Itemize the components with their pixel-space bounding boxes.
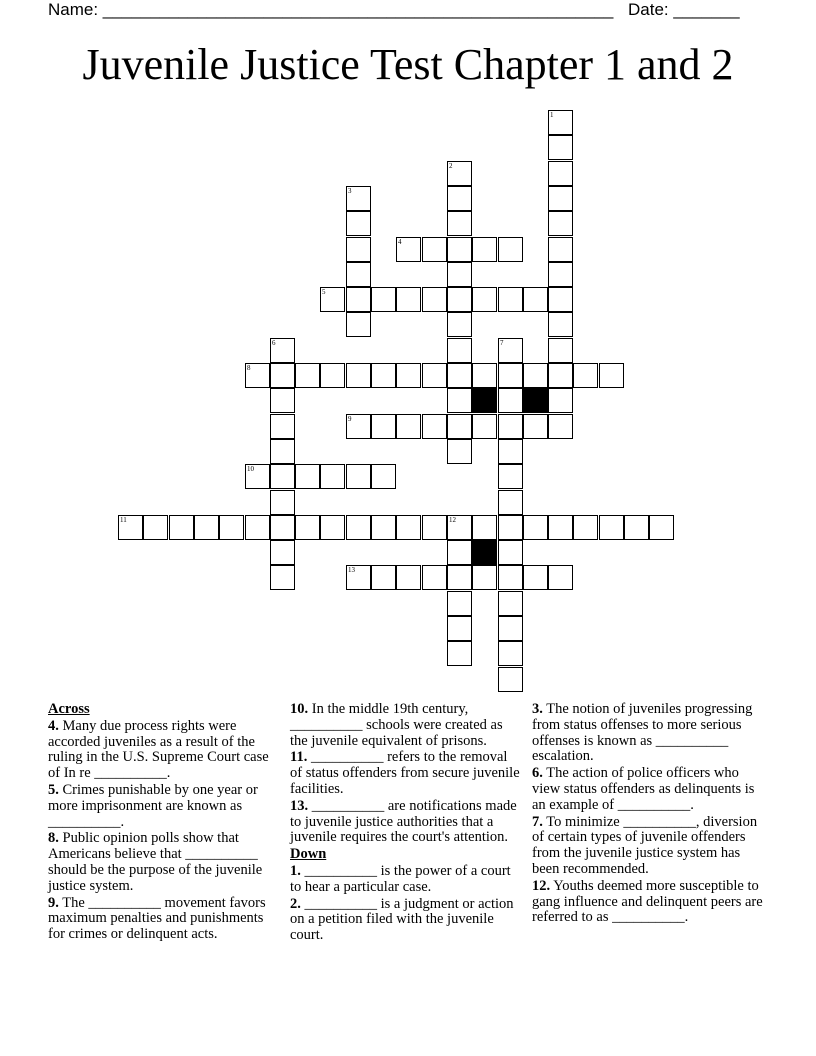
- crossword-cell[interactable]: [573, 515, 598, 540]
- crossword-cell[interactable]: [346, 464, 371, 489]
- crossword-cell[interactable]: [472, 414, 497, 439]
- across-heading: Across: [48, 701, 90, 717]
- crossword-clue-number: 10: [247, 465, 254, 473]
- crossword-cell[interactable]: [548, 515, 573, 540]
- down-heading: Down: [290, 846, 327, 863]
- crossword-cell[interactable]: [295, 363, 320, 388]
- crossword-cell[interactable]: [447, 540, 472, 565]
- clue-down-2: 2. __________ is a judgment or action on a petition filed with the juvenile court.: [290, 895, 514, 944]
- crossword-clue-number: 6: [272, 339, 276, 347]
- clue-down-7: 7. To minimize __________, diversion of certain types of juvenile offenders from the juvenile justice system has been recommended.: [532, 813, 758, 877]
- crossword-cell[interactable]: [498, 464, 523, 489]
- crossword-cell[interactable]: [523, 414, 548, 439]
- crossword-cell[interactable]: [422, 287, 447, 312]
- crossword-cell[interactable]: [422, 363, 447, 388]
- crossword-cell[interactable]: [498, 439, 523, 464]
- crossword-cell[interactable]: [320, 464, 345, 489]
- clue-across-5: 5. Crimes punishable by one year or more imprisonment are known as __________.: [48, 781, 258, 830]
- crossword-cell[interactable]: [472, 565, 497, 590]
- crossword-cell[interactable]: [548, 338, 573, 363]
- crossword-cell[interactable]: [548, 414, 573, 439]
- crossword-cell[interactable]: [346, 312, 371, 337]
- crossword-cell[interactable]: [371, 515, 396, 540]
- clue-column-2: [290, 702, 522, 945]
- clue-across-8: 8. Public opinion polls show that Americans believe that __________ should be the purpose of the juvenile justice system.: [48, 830, 263, 894]
- crossword-cell[interactable]: [548, 211, 573, 236]
- date-field-label: Date: _______: [628, 0, 740, 19]
- crossword-cell[interactable]: [523, 287, 548, 312]
- crossword-cell[interactable]: [624, 515, 649, 540]
- crossword-cell[interactable]: [548, 110, 573, 135]
- crossword-cell[interactable]: [573, 363, 598, 388]
- crossword-cell[interactable]: [320, 287, 345, 312]
- crossword-cell[interactable]: [548, 312, 573, 337]
- crossword-cell[interactable]: [498, 363, 523, 388]
- crossword-cell[interactable]: [396, 565, 421, 590]
- crossword-cell[interactable]: [346, 363, 371, 388]
- crossword-cell[interactable]: [498, 338, 523, 363]
- crossword-cell[interactable]: [346, 287, 371, 312]
- clues-section: [48, 702, 778, 962]
- crossword-cell[interactable]: [346, 414, 371, 439]
- crossword-cell[interactable]: [346, 186, 371, 211]
- crossword-cell[interactable]: [371, 464, 396, 489]
- crossword-cell[interactable]: [447, 312, 472, 337]
- page-title: Juvenile Justice Test Chapter 1 and 2: [82, 40, 734, 89]
- crossword-cell[interactable]: [472, 237, 497, 262]
- crossword-cell[interactable]: [548, 262, 573, 287]
- crossword-cell[interactable]: [270, 464, 295, 489]
- crossword-cell[interactable]: [396, 515, 421, 540]
- crossword-black-cell: [472, 388, 497, 413]
- crossword-clue-number: 2: [449, 162, 453, 170]
- crossword-cell[interactable]: [396, 363, 421, 388]
- crossword-cell[interactable]: [245, 515, 270, 540]
- crossword-cell[interactable]: [320, 515, 345, 540]
- crossword-cell[interactable]: [498, 591, 523, 616]
- clue-column-1: [48, 702, 280, 944]
- crossword-cell[interactable]: [270, 540, 295, 565]
- crossword-cell[interactable]: [599, 515, 624, 540]
- crossword-clue-number: 12: [449, 516, 456, 524]
- crossword-cell[interactable]: [447, 439, 472, 464]
- clue-down-3: 3. The notion of juveniles progressing from status offenses to more serious offenses is known as __________ escalation.: [532, 701, 753, 765]
- crossword-clue-number: 7: [500, 339, 504, 347]
- crossword-clue-number: 1: [550, 111, 554, 119]
- name-field-label: Name: ______________________________________________________: [48, 0, 614, 19]
- crossword-cell[interactable]: [396, 237, 421, 262]
- crossword-cell[interactable]: [472, 287, 497, 312]
- crossword-cell[interactable]: [447, 388, 472, 413]
- crossword-cell[interactable]: [447, 211, 472, 236]
- crossword-cell[interactable]: [498, 237, 523, 262]
- crossword-cell[interactable]: [194, 515, 219, 540]
- crossword-cell[interactable]: [649, 515, 674, 540]
- crossword-cell[interactable]: [447, 338, 472, 363]
- crossword-cell[interactable]: [270, 490, 295, 515]
- crossword-cell[interactable]: [447, 237, 472, 262]
- crossword-cell[interactable]: [447, 591, 472, 616]
- crossword-cell[interactable]: [447, 515, 472, 540]
- crossword-cell[interactable]: [346, 211, 371, 236]
- crossword-cell[interactable]: [270, 388, 295, 413]
- crossword-clue-number: 9: [348, 415, 352, 423]
- crossword-cell[interactable]: [371, 565, 396, 590]
- crossword-cell[interactable]: [270, 439, 295, 464]
- crossword-cell[interactable]: [270, 414, 295, 439]
- crossword-cell[interactable]: [346, 237, 371, 262]
- crossword-cell[interactable]: [548, 186, 573, 211]
- crossword-cell[interactable]: [498, 388, 523, 413]
- crossword-clue-number: 13: [348, 566, 355, 574]
- clue-down-6: 6. The action of police officers who view status offenders as delinquents is an example of __________.: [532, 765, 755, 813]
- crossword-cell[interactable]: [346, 262, 371, 287]
- crossword-clue-number: 5: [322, 288, 326, 296]
- crossword-cell[interactable]: [498, 641, 523, 666]
- crossword-cell[interactable]: [472, 363, 497, 388]
- crossword-cell[interactable]: [447, 565, 472, 590]
- crossword-cell[interactable]: [295, 464, 320, 489]
- crossword-cell[interactable]: [548, 565, 573, 590]
- clue-across-9: 9. The __________ movement favors maximum penalties and punishments for crimes or delinquent acts.: [48, 894, 266, 943]
- crossword-cell[interactable]: [169, 515, 194, 540]
- crossword-cell[interactable]: [396, 414, 421, 439]
- crossword-cell[interactable]: [447, 262, 472, 287]
- crossword-cell[interactable]: [447, 641, 472, 666]
- crossword-cell[interactable]: [422, 414, 447, 439]
- clue-across-11: 11. __________ refers to the removal of status offenders from secure juvenile facilities.: [290, 749, 520, 797]
- crossword-cell[interactable]: [295, 515, 320, 540]
- crossword-cell[interactable]: [396, 287, 421, 312]
- crossword-cell[interactable]: [219, 515, 244, 540]
- crossword-cell[interactable]: [447, 616, 472, 641]
- crossword-clue-number: 3: [348, 187, 352, 195]
- crossword-cell[interactable]: [270, 338, 295, 363]
- crossword-cell[interactable]: [548, 237, 573, 262]
- crossword-cell[interactable]: [270, 515, 295, 540]
- crossword-cell[interactable]: [270, 565, 295, 590]
- clue-column-3: [532, 702, 764, 927]
- crossword-cell[interactable]: [523, 565, 548, 590]
- crossword-black-cell: [472, 540, 497, 565]
- crossword-cell[interactable]: [447, 161, 472, 186]
- clue-across-13: 13. __________ are notifications made to juvenile justice authorities that a juvenile requires the court's attention.: [290, 797, 517, 846]
- crossword-cell[interactable]: [143, 515, 168, 540]
- crossword-cell[interactable]: [498, 565, 523, 590]
- crossword-cell[interactable]: [498, 414, 523, 439]
- crossword-cell[interactable]: [371, 287, 396, 312]
- crossword-cell[interactable]: [447, 363, 472, 388]
- clue-across-4: 4. Many due process rights were accorded juveniles as a result of the ruling in the U.S. Supreme Court case of In re __________.: [48, 717, 269, 782]
- crossword-cell[interactable]: [498, 667, 523, 692]
- crossword-cell[interactable]: [548, 388, 573, 413]
- crossword-cell[interactable]: [548, 161, 573, 186]
- clue-across-10: 10. In the middle 19th century, __________ schools were created as the juvenile equivalent of prisons.: [290, 701, 503, 749]
- crossword-cell[interactable]: [118, 515, 143, 540]
- crossword-cell[interactable]: [422, 237, 447, 262]
- crossword-cell[interactable]: [523, 515, 548, 540]
- crossword-cell[interactable]: [245, 464, 270, 489]
- crossword-cell[interactable]: [498, 515, 523, 540]
- crossword-cell[interactable]: [498, 616, 523, 641]
- crossword-cell[interactable]: [447, 186, 472, 211]
- crossword-cell[interactable]: [270, 363, 295, 388]
- crossword-cell[interactable]: [599, 363, 624, 388]
- crossword-clue-number: 8: [247, 364, 251, 372]
- crossword-clue-number: 4: [398, 238, 402, 246]
- crossword-cell[interactable]: [245, 363, 270, 388]
- crossword-cell[interactable]: [548, 135, 573, 160]
- crossword-cell[interactable]: [447, 414, 472, 439]
- crossword-cell[interactable]: [498, 287, 523, 312]
- crossword-cell[interactable]: [320, 363, 345, 388]
- crossword-cell[interactable]: [371, 363, 396, 388]
- crossword-clue-number: 11: [120, 516, 127, 524]
- crossword-cell[interactable]: [498, 490, 523, 515]
- crossword-cell[interactable]: [371, 414, 396, 439]
- crossword-cell[interactable]: [498, 540, 523, 565]
- crossword-cell[interactable]: [472, 515, 497, 540]
- crossword-cell[interactable]: [548, 363, 573, 388]
- crossword-cell[interactable]: [422, 565, 447, 590]
- crossword-cell[interactable]: [523, 363, 548, 388]
- crossword-cell[interactable]: [422, 515, 447, 540]
- crossword-cell[interactable]: [447, 287, 472, 312]
- crossword-black-cell: [523, 388, 548, 413]
- clue-down-1: 1. __________ is the power of a court to hear a particular case.: [290, 862, 511, 895]
- crossword-cell[interactable]: [346, 565, 371, 590]
- clue-down-12: 12. Youths deemed more susceptible to gang influence and delinquent peers are referred to as __________.: [532, 877, 763, 926]
- crossword-cell[interactable]: [548, 287, 573, 312]
- crossword-cell[interactable]: [346, 515, 371, 540]
